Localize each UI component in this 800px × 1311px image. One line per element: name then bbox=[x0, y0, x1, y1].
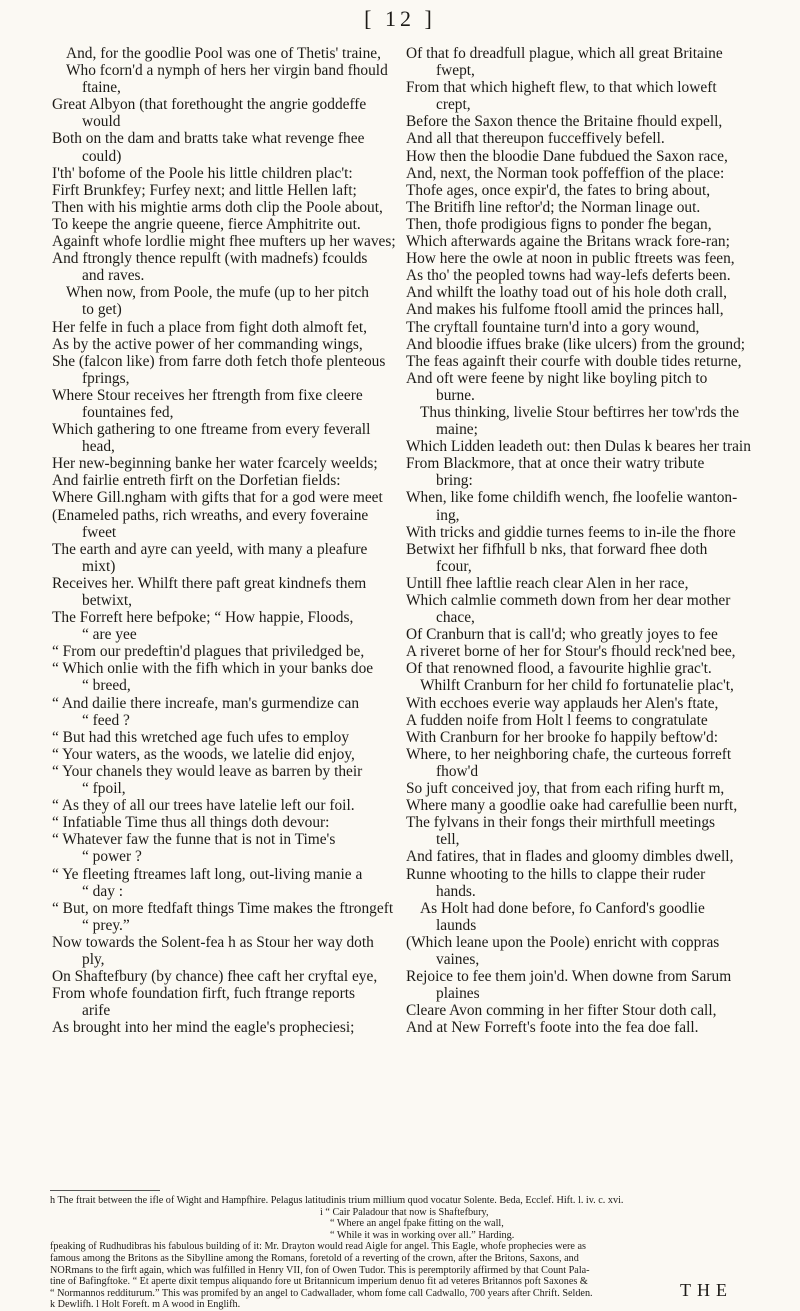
footnote-divider bbox=[50, 1190, 160, 1191]
poem-line: And fatires, that in flades and gloomy dimbles dwell, bbox=[406, 848, 734, 866]
footnote-line: k Dewlifh. l Holt Foreft. m A wood in Englifh. bbox=[50, 1299, 241, 1311]
footnote-line: famous among the Britons as the Sibylline among the Romans, foretold of a reverting of the crown, after the Britons, Saxons, and bbox=[50, 1252, 579, 1264]
poem-line: “ Which onlie with the fifh which in your banks doe bbox=[52, 660, 374, 678]
poem-line: And fairlie entreth firft on the Dorfetian fields: bbox=[52, 472, 341, 490]
poem-line: fcour, bbox=[436, 557, 472, 575]
poem-line: A riveret borne of her for Stour's fhould reck'ned bee, bbox=[406, 643, 736, 661]
poem-line: Of that fo dreadfull plague, which all great Britaine bbox=[406, 45, 723, 62]
poem-line: fountaines fed, bbox=[82, 403, 174, 421]
poem-line: “ Infatiable Time thus all things doth devour: bbox=[52, 814, 330, 832]
poem-line: So juft conceived joy, that from each rifing hurft m, bbox=[406, 780, 725, 798]
poem-line: “ fpoil, bbox=[82, 780, 126, 798]
poem-line: plaines bbox=[436, 985, 480, 1003]
poem-line: “ prey.” bbox=[82, 916, 130, 934]
poem-line: Her felfe in fuch a place from fight doth almoft fet, bbox=[52, 318, 367, 336]
poem-line: ftaine, bbox=[82, 79, 121, 97]
poem-line: “ But, on more ftedfaft things Time makes the ftrongeft bbox=[52, 899, 394, 917]
poem-line: vaines, bbox=[436, 950, 480, 968]
poem-line: would bbox=[82, 113, 121, 131]
poem-line: “ Ye fleeting ftreames laft long, out-living manie a bbox=[52, 865, 363, 883]
poem-line: and raves. bbox=[82, 267, 145, 285]
poem-line: Then, thofe prodigious figns to ponder fhe began, bbox=[406, 215, 712, 233]
poem-line: “ power ? bbox=[82, 848, 142, 866]
catchword: THE bbox=[680, 1280, 733, 1300]
poem-line: Where Gill.ngham with gifts that for a god were meet bbox=[52, 489, 383, 507]
poem-line: From whofe foundation firft, fuch ftrange reports bbox=[52, 985, 356, 1003]
poem-line: burne. bbox=[436, 386, 475, 404]
poem-line: Her new-beginning banke her water fcarcely weelds; bbox=[52, 455, 378, 473]
poem-line: And, next, the Norman took poffeffion of the place: bbox=[406, 164, 725, 182]
poem-line: How here the owle at noon in public ftreets was feen, bbox=[406, 250, 735, 268]
poem-line: And oft were feene by night like boyling pitch to bbox=[406, 369, 708, 387]
poem-line: And bloodie iffues brake (like ulcers) from the ground; bbox=[406, 335, 746, 353]
poem-line: bring: bbox=[436, 472, 473, 490]
poem-line: “ And dailie there increafe, man's gurmendize can bbox=[52, 694, 360, 712]
poem-line: “ breed, bbox=[82, 677, 131, 695]
footnote-line: “ While it was in working over all.” Harding. bbox=[330, 1229, 515, 1241]
footnote-line: h The ftrait between the ifle of Wight and Hampfhire. Pelagus latitudinis trium millium quod vocatur Solente. Beda, Ecclef. Hift. l. iv. c. xvi. bbox=[50, 1195, 624, 1206]
poem-line: (Which leane upon the Poole) enricht with coppras bbox=[406, 933, 720, 951]
poem-line: betwixt, bbox=[82, 592, 133, 609]
poem-line: Both on the dam and bratts take what revenge fhee bbox=[52, 130, 365, 148]
poem-left-column bbox=[52, 45, 396, 1036]
poem-line: The feas againft their courfe with double tides returne, bbox=[406, 352, 742, 370]
poem-line: The Britifh line reftor'd; the Norman linage out. bbox=[406, 198, 701, 216]
poem-line: head, bbox=[82, 438, 115, 456]
poem-line: As by the active power of her commanding wings, bbox=[52, 335, 363, 353]
footnote-line: NORmans to the firft again, which was fulfilled in Henry VII, fon of Owen Tudor. This is peremptorily affirmed by that Count Pala- bbox=[50, 1264, 590, 1276]
poem-line: Where Stour receives her ftrength from fixe cleere bbox=[52, 386, 363, 404]
poem-line: Runne whooting to the hills to clappe their ruder bbox=[406, 865, 706, 883]
poem-line: Which calmlie commeth down from her dear mother bbox=[406, 592, 731, 609]
footnote-line: i “ Cair Paladour that now is Shaftefbury, bbox=[320, 1206, 489, 1218]
footnotes bbox=[50, 1195, 770, 1311]
poem-line: Great Albyon (that forethought the angrie goddeffe bbox=[52, 96, 367, 114]
footnote-line: fpeaking of Rudhudibras his fabulous building of it: Mr. Drayton would read Aigle for angel. This Eagle, whofe prophecies were as bbox=[50, 1241, 586, 1253]
poem-line: chace, bbox=[436, 609, 475, 627]
poem-line: The earth and ayre can yeeld, with many a pleafure bbox=[52, 540, 368, 558]
poem-line: Where many a goodlie oake had carefullie been nurft, bbox=[406, 797, 738, 815]
poem-line: Againft whofe lordlie might fhee mufters up her waves; bbox=[52, 233, 396, 251]
poem-line: From Blackmore, that at once their watry tribute bbox=[406, 455, 705, 473]
poem-line: “ feed ? bbox=[82, 711, 130, 729]
poem-line: As brought into her mind the eagle's propheciesi; bbox=[52, 1019, 355, 1037]
poem-line: “ But had this wretched age fuch ufes to employ bbox=[52, 728, 350, 746]
footnote-line: “ Normannos redditurum.” This was promifed by an angel to Cadwallader, whom fome call Cadwallo, 700 years after Chrift. Selden. bbox=[50, 1287, 593, 1299]
poem-line: The cryftall fountaine turn'd into a gory wound, bbox=[406, 318, 700, 336]
poem-line: to get) bbox=[82, 301, 122, 319]
poem-line: Now towards the Solent-fea h as Stour her way doth bbox=[52, 933, 374, 951]
footnote-line: tine of Bafingftoke. “ Et aperte dixit tempus aliquando fore ut Britannicum imperium denuo fit ad veteres Britannos poft Saxones & bbox=[50, 1276, 588, 1288]
poem-line: “ Your waters, as the woods, we latelie did enjoy, bbox=[52, 745, 355, 763]
poem-line: ing, bbox=[436, 506, 460, 524]
poem-line: Thofe ages, once expir'd, the fates to bring about, bbox=[406, 181, 711, 199]
poem-line: “ Whatever faw the funne that is not in Time's bbox=[52, 831, 336, 849]
poem-line: A fudden noife from Holt l feems to congratulate bbox=[406, 711, 708, 729]
poem-line: launds bbox=[436, 916, 477, 934]
poem-line: Whilft Cranburn for her child fo fortunatelie plac't, bbox=[420, 677, 734, 695]
poem-line: ply, bbox=[82, 950, 105, 968]
poem-line: And ftrongly thence repulft (with madnefs) fcoulds bbox=[52, 250, 368, 268]
poem-line: “ day : bbox=[82, 882, 124, 900]
poem-line: With ecchoes everie way applauds her Alen's ftate, bbox=[406, 694, 719, 712]
poem-line: Firft Brunkfey; Furfey next; and little Hellen laft; bbox=[52, 181, 357, 199]
poem-line: When now, from Poole, the mufe (up to her pitch bbox=[66, 284, 369, 302]
poem-line: fprings, bbox=[82, 369, 130, 387]
page-number: [ 12 ] bbox=[364, 6, 436, 31]
poem-line: could) bbox=[82, 147, 122, 165]
poem-line: “ As they of all our trees have latelie left our foil. bbox=[52, 797, 355, 815]
poem-line: And makes his fulfome ftooll amid the princes hall, bbox=[406, 301, 724, 319]
poem-line: arife bbox=[82, 1002, 111, 1020]
poem-line: maine; bbox=[436, 421, 478, 439]
poem-line: Which afterwards againe the Britans wrack fore-ran; bbox=[406, 233, 730, 251]
poem-line: (Enameled paths, rich wreaths, and every foveraine bbox=[52, 506, 369, 524]
poem-line: fhow'd bbox=[436, 762, 479, 780]
poem-line: Before the Saxon thence the Britaine fhould expell, bbox=[406, 113, 723, 131]
poem-line: As Holt had done before, fo Canford's goodlie bbox=[420, 899, 705, 917]
poem-line: To keepe the angrie queene, fierce Amphitrite out. bbox=[52, 215, 361, 233]
poem-line: “ Your chanels they would leave as barren by their bbox=[52, 762, 363, 780]
poem-line: fweet bbox=[82, 523, 117, 541]
poem-line: I'th' bofome of the Poole his little children plac't: bbox=[52, 164, 353, 182]
poem-line: Which Lidden leadeth out: then Dulas k beares her train bbox=[406, 438, 751, 456]
poem-line: She (falcon like) from farre doth fetch thofe plenteous bbox=[52, 352, 386, 370]
poem-line: With Cranburn for her brooke fo happily beftow'd: bbox=[406, 728, 719, 746]
poem-line: mixt) bbox=[82, 557, 116, 575]
poem-line: Where, to her neighboring chafe, the curteous forreft bbox=[406, 745, 732, 763]
poem-line: Of that renowned flood, a favourite highlie grac't. bbox=[406, 660, 712, 678]
poem-line: Untill fhee laftlie reach clear Alen in her race, bbox=[406, 574, 689, 592]
poem-line: From that which higheft flew, to that which loweft bbox=[406, 79, 717, 97]
poem-line: fwept, bbox=[436, 62, 475, 80]
poem-line: Of Cranburn that is call'd; who greatly joyes to fee bbox=[406, 626, 718, 644]
poem-line: Rejoice to fee them join'd. When downe from Sarum bbox=[406, 968, 732, 986]
poem-line: “ From our predeftin'd plagues that priviledged be, bbox=[52, 643, 365, 661]
poem-line: Then with his mightie arms doth clip the Poole about, bbox=[52, 198, 383, 216]
poem-line: And at New Forreft's foote into the fea doe fall. bbox=[406, 1019, 699, 1037]
poem-line: “ are yee bbox=[82, 626, 137, 644]
poem-line: Betwixt her fifhfull b nks, that forward fhee doth bbox=[406, 540, 708, 558]
poem-line: As tho' the peopled towns had way-lefs deferts been. bbox=[406, 267, 731, 285]
poem-line: Who fcorn'd a nymph of hers her virgin band fhould bbox=[66, 62, 388, 80]
footnote-line: “ Where an angel fpake fitting on the wall, bbox=[330, 1218, 504, 1230]
poem-line: With tricks and giddie turnes feems to in-ile the fhore bbox=[406, 523, 736, 541]
poem-line: And all that thereupon fucceffively befell. bbox=[406, 130, 665, 148]
poem-line: Which gathering to one ftreame from every feverall bbox=[52, 421, 371, 439]
poem-line: Cleare Avon comming in her fifter Stour doth call, bbox=[406, 1002, 717, 1020]
poem-line: The fylvans in their fongs their mirthfull meetings bbox=[406, 814, 716, 832]
poem-line: The Forreft here befpoke; “ How happie, Floods, bbox=[52, 609, 354, 627]
poem-line: Thus thinking, livelie Stour beftirres her tow'rds the bbox=[420, 403, 740, 421]
poem-line: Receives her. Whilft there paft great kindnefs them bbox=[52, 574, 367, 592]
poem-line: And, for the goodlie Pool was one of Thetis' traine, bbox=[66, 45, 381, 62]
poem-line: And whilft the loathy toad out of his hole doth crall, bbox=[406, 284, 728, 302]
poem-line: crept, bbox=[436, 96, 471, 114]
poem-line: When, like fome childifh wench, fhe loofelie wanton- bbox=[406, 489, 738, 507]
poem-line: tell, bbox=[436, 831, 460, 849]
poem-line: hands. bbox=[436, 882, 476, 900]
poem-line: On Shaftefbury (by chance) fhee caft her cryftal eye, bbox=[52, 968, 378, 986]
poem-line: How then the bloodie Dane fubdued the Saxon race, bbox=[406, 147, 728, 165]
poem-right-column bbox=[406, 45, 766, 1036]
